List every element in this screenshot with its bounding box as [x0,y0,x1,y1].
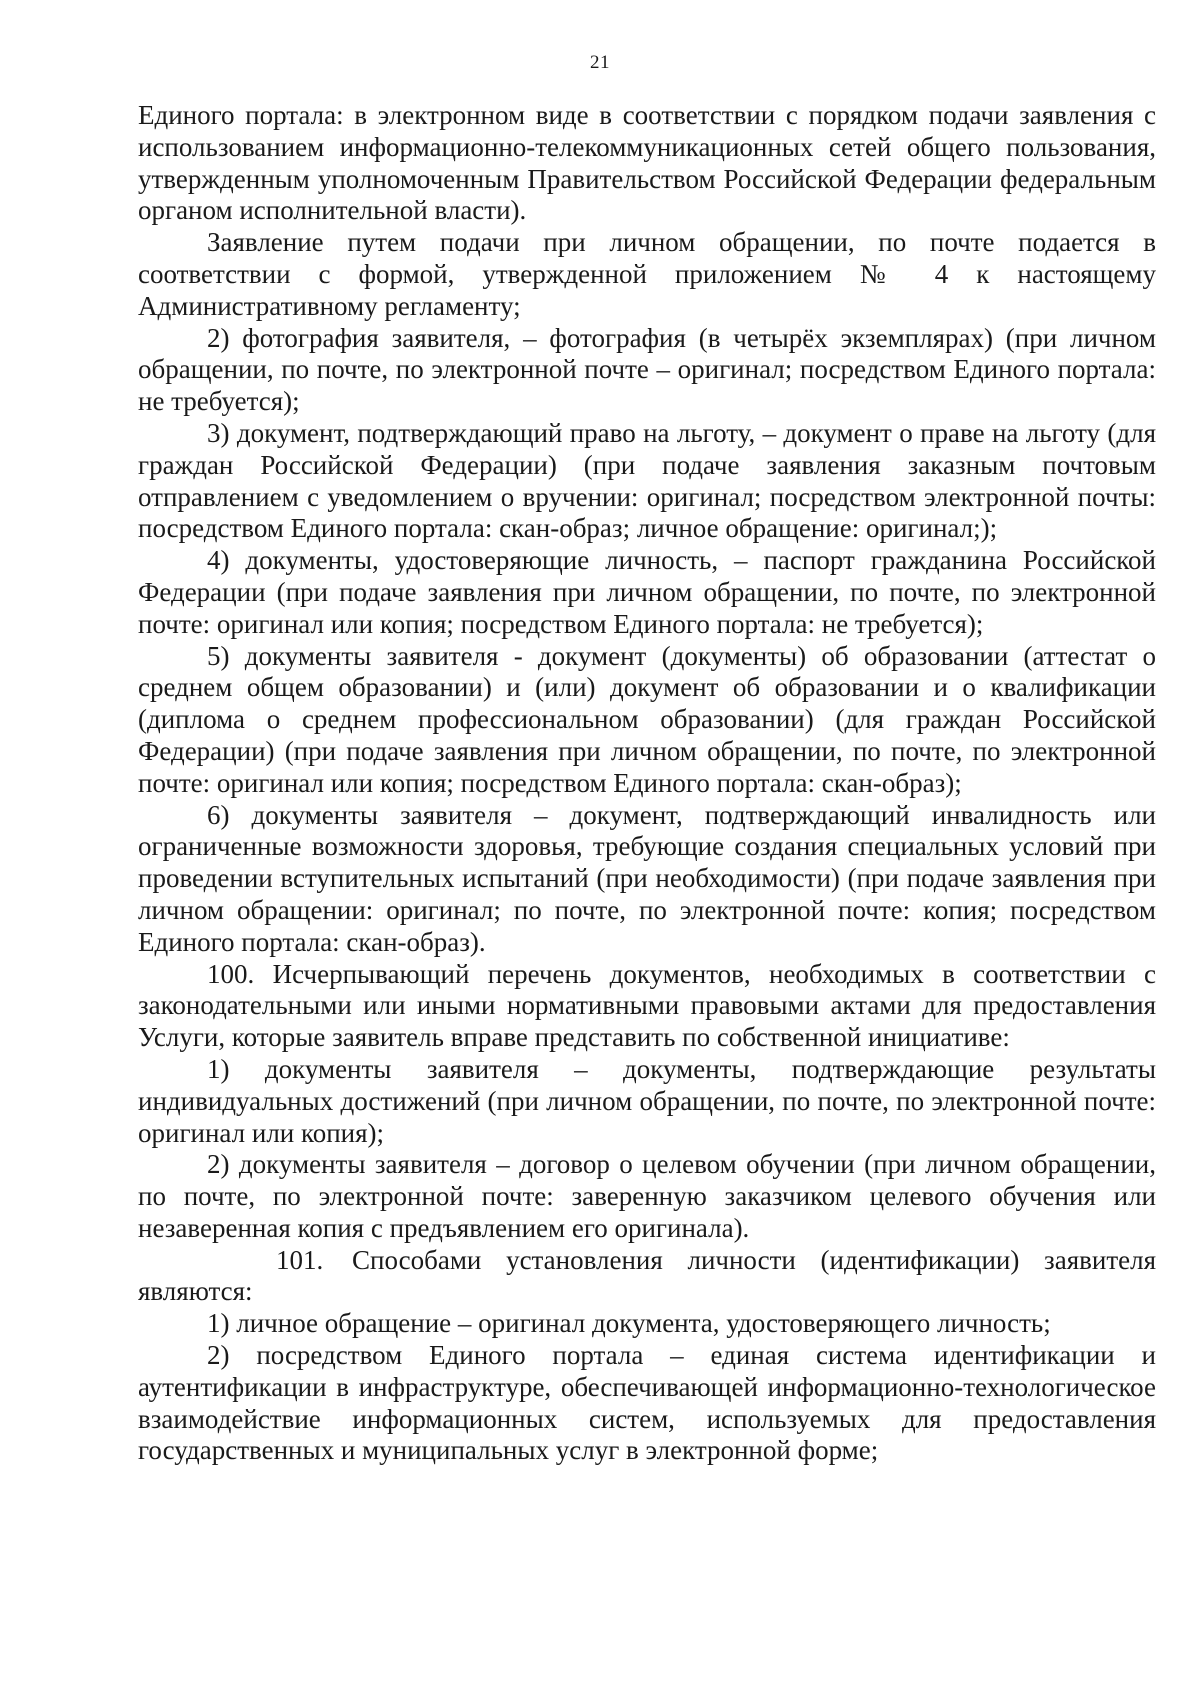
list-item: 2) посредством Единого портала – единая система идентификации и аутентификации в инфраструктуре, обеспечивающей информационно-технологическое взаимодействие информационных систем, используемых для предоставления государственных и муниципальных услуг в электронной форме; [138,1340,1156,1466]
page-number: 21 [590,52,610,73]
list-item: 2) фотография заявителя, – фотография (в четырёх экземплярах) (при личном обращении, по почте, по электронной почте – оригинал; посредством Единого портала: не требуется); [138,322,1156,417]
list-item: 4) документы, удостоверяющие личность, – паспорт гражданина Российской Федерации (при подаче заявления при личном обращении, по почте, по электронной почте: оригинал или копия; посредством Единого портала: не требуется); [138,545,1156,639]
list-item: 1) личное обращение – оригинал документа, удостоверяющего личность; [207,1308,1051,1339]
list-item: 3) документ, подтверждающий право на льготу, – документ о праве на льготу (для граждан Российской Федерации) (при подаче заявления заказным почтовым отправлением с уведомлением о вручении: оригинал; посредством электронной почты: посредством Единого портала: скан-образ; личное обращение: оригинал;); [138,417,1156,544]
paragraph-100: 100. Исчерпывающий перечень документов, необходимых в соответствии с законодательными или иными нормативными правовыми актами для предоставления Услуги, которые заявитель вправе представить по собственной инициативе: [138,958,1156,1053]
paragraph: Заявление путем подачи при личном обращении, по почте подается в соответствии с формой, утвержденной приложением № 4 к настоящему Административному регламенту; [138,227,1156,321]
paragraph: Единого портала: в электронном виде в соответствии с порядком подачи заявления с использованием информационно-телекоммуникационных сетей общего пользования, утвержденным уполномоченным Правительством Российской Федерации федеральным органом исполнительной власти). [138,100,1156,226]
paragraph-101 [138,1245,1156,1309]
list-item: 6) документы заявителя – документ, подтверждающий инвалидность или ограниченные возможности здоровья, требующие создания специальных условий при проведении вступительных испытаний (при необходимости) (при подаче заявления при личном обращении: оригинал; по почте, по электронной почте: копия; посредством Единого портала: скан-образ). [138,799,1156,957]
paragraph-text: Способами установления личности (идентификации) заявителя являются: [138,1244,1156,1307]
paragraph-number: 101. [276,1244,324,1275]
list-item: 5) документы заявителя - документ (документы) об образовании (аттестат о среднем общем образовании) и (или) документ об образовании и о квалификации (диплома о среднем профессиональном образовании) (для граждан Российской Федерации) (при подаче заявления при личном обращении, по почте, по электронной почте: оригинал или копия; посредством Единого портала: скан-образ); [138,640,1156,798]
document-body [138,100,1156,1467]
list-item: 1) документы заявителя – документы, подтверждающие результаты индивидуальных достижений (при личном обращении, по почте, по электронной почте: оригинал или копия); [138,1053,1156,1148]
list-item: 2) документы заявителя – договор о целевом обучении (при личном обращении, по почте, по электронной почте: заверенную заказчиком целевого обучения или незаверенная копия с предъявлением его оригинала). [138,1149,1156,1243]
